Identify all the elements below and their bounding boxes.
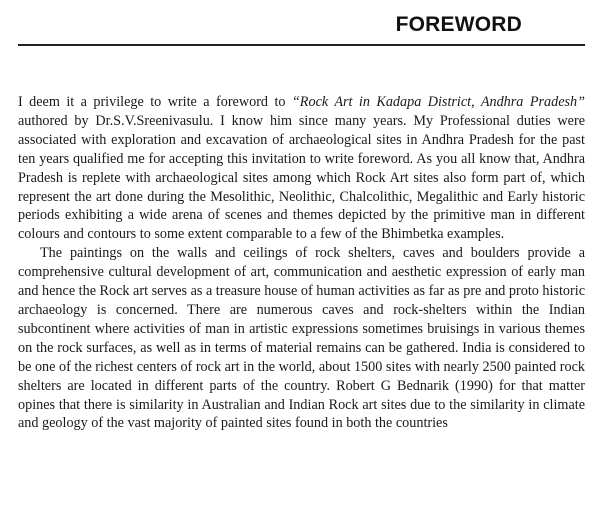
book-title: “Rock Art in Kadapa District, Andhra Pradesh” [291, 94, 585, 110]
header-divider [18, 44, 585, 46]
paragraph-1 [18, 93, 585, 244]
paragraph-1-text: authored by Dr.S.V.Sreenivasulu. I know him since many years. My Professional duties were associated with exploration and excavation of archaeological sites in Andhra Pradesh for the past ten years qualified me for accepting this invitation to write foreword. As you all know that, Andhra Pradesh is replete with archaeological sites among which Rock Art sites also form part of, which represent the art done during the Mesolithic, Neolithic, Chalcolithic, Megalithic and Early historic periods exhibiting a wide arena of scenes and themes depicted by the primitive man in different colours and contours to some extent comparable to a few of the Bhimbetka examples. [18, 112, 585, 243]
paragraph-2: The paintings on the walls and ceilings of rock shelters, caves and boulders provide a comprehensive cultural development of art, communication and aesthetic expression of early man and hence the Rock art serves as a treasure house of human activities as far as pre and proto historic archaeology is concerned. There are numerous caves and rock-shelters within the Indian subcontinent where activities of man in artistic expressions sometimes bruisings in various themes on the rock surfaces, as well as in terms of material remains can be gathered. India is considered to be one of the richest centers of rock art in the world, about 1500 sites with nearly 2500 painted rock shelters are located in different parts of the country. Robert G Bednarik (1990) for that matter opines that there is similarity in Australian and Indian Rock art sites due to the similarity in climate and geology of the vast majority of painted sites found in both the countries [18, 245, 585, 432]
page-title: FOREWORD [395, 13, 522, 36]
body-text [18, 93, 585, 433]
paragraph-1-intro: I deem it a privilege to write a foreword to [18, 94, 292, 110]
